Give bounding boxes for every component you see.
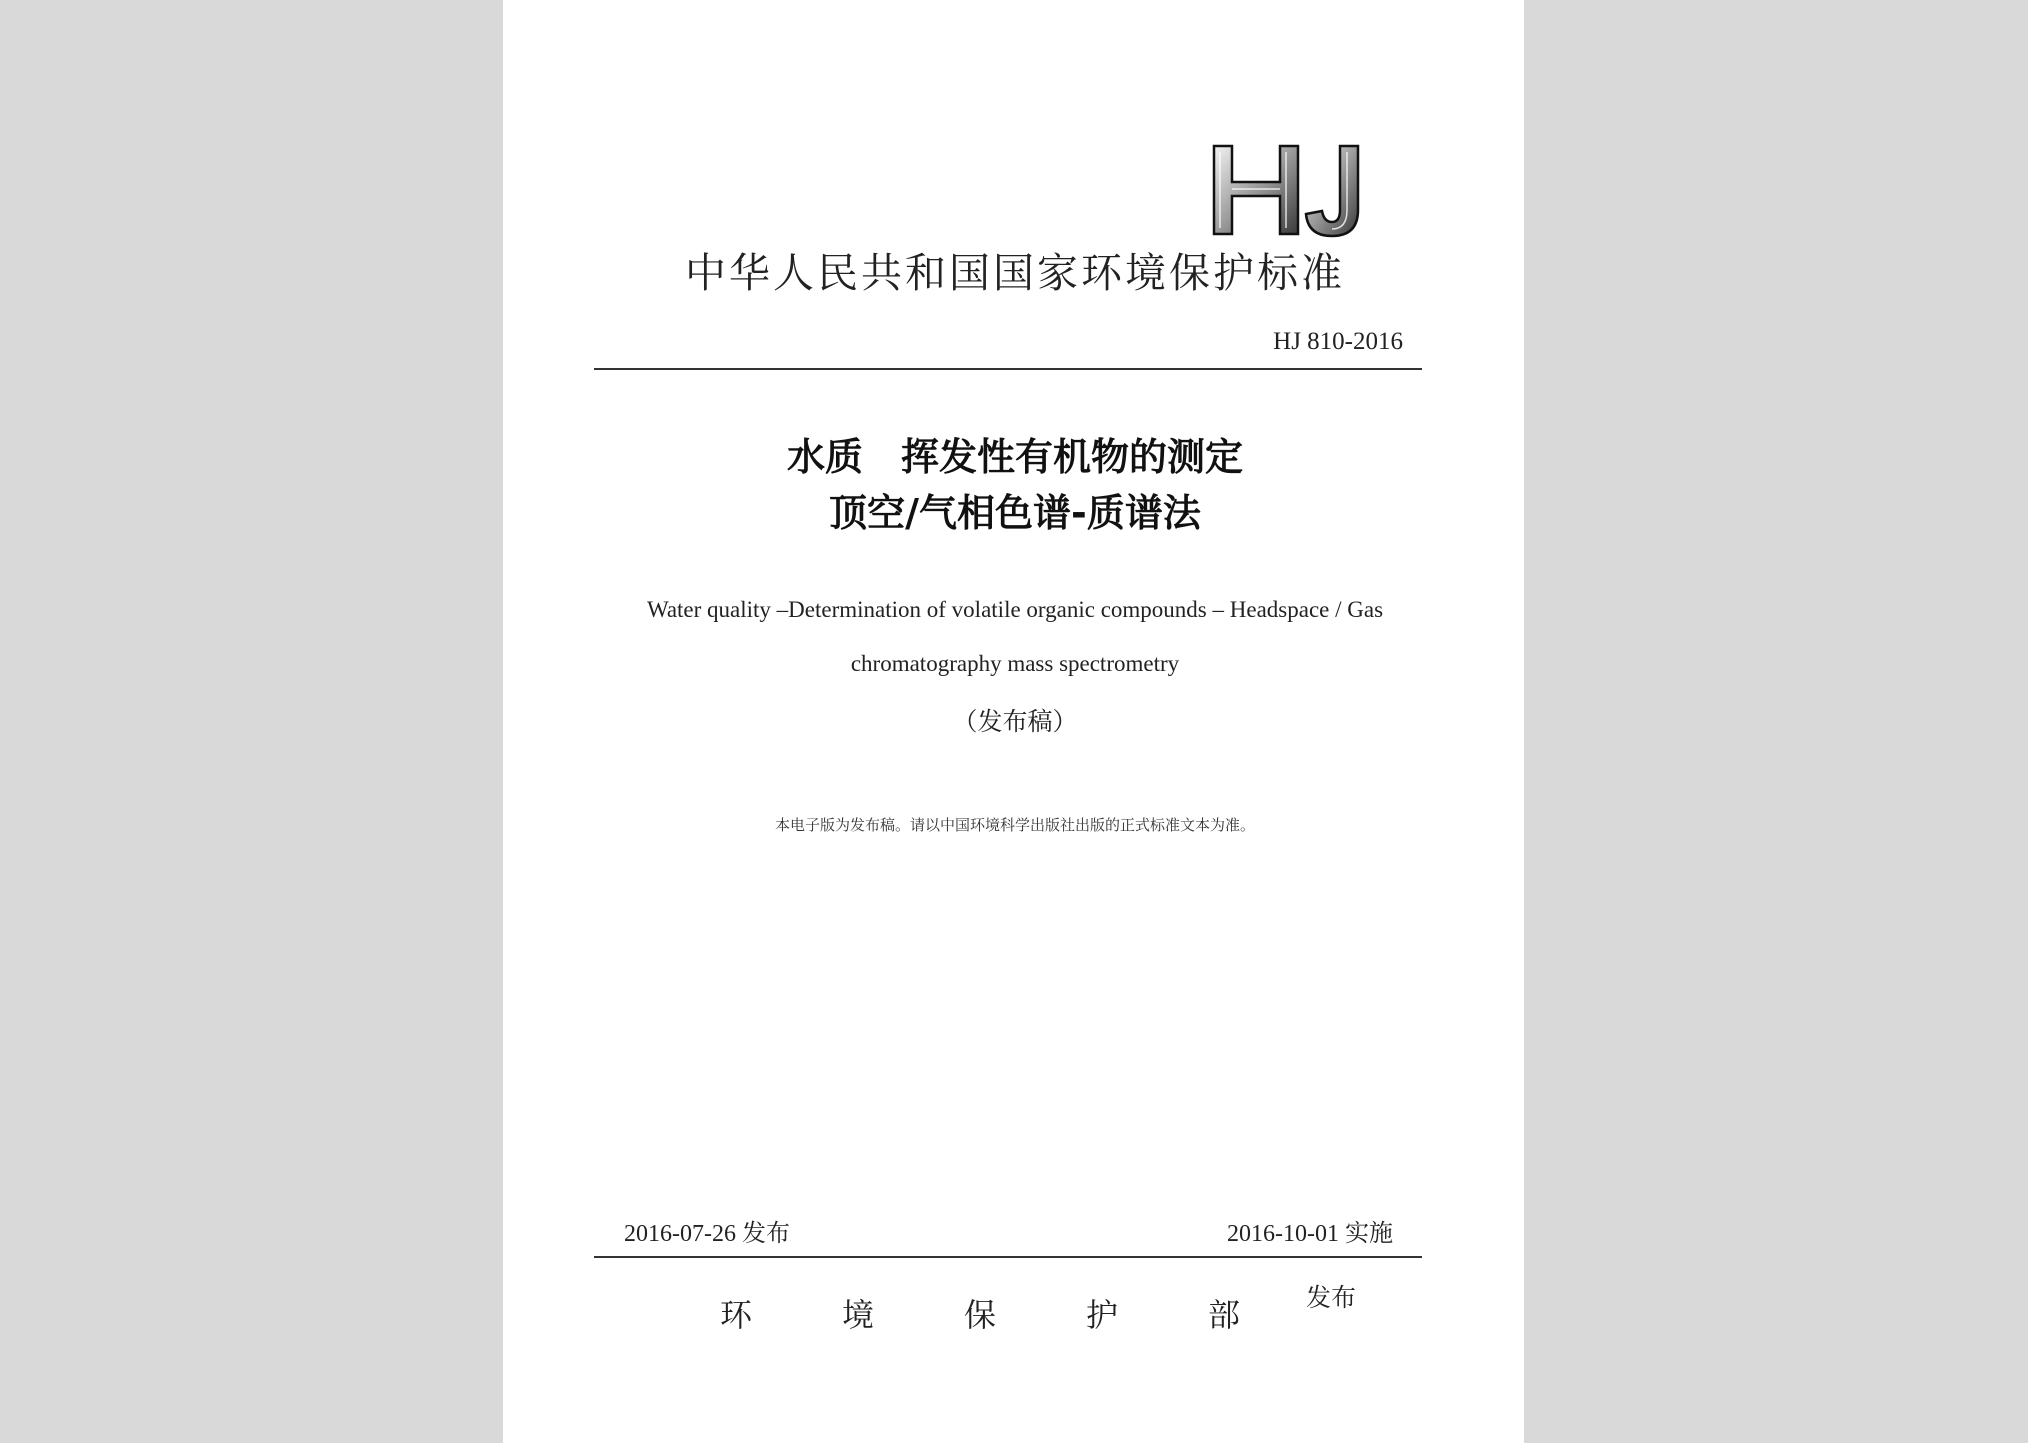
footer-divider bbox=[594, 1256, 1422, 1258]
issuer-char: 环 bbox=[720, 1296, 753, 1334]
draft-label: （发布稿） bbox=[952, 707, 1078, 736]
standard-number: HJ 810-2016 bbox=[1273, 328, 1403, 355]
title-chinese-line-1: 水质 挥发性有机物的测定 bbox=[786, 435, 1243, 479]
issued-label: 发布 bbox=[1306, 1283, 1357, 1312]
issuer-char: 境 bbox=[841, 1296, 874, 1334]
issuer-char: 部 bbox=[1207, 1296, 1240, 1334]
hj-logo bbox=[1210, 140, 1380, 240]
issue-date: 2016-07-26 发布 bbox=[624, 1221, 790, 1247]
issuing-authority-title: 中华人民共和国国家环境保护标准 bbox=[685, 249, 1345, 297]
issuer-name bbox=[720, 1290, 1240, 1336]
header-divider bbox=[594, 368, 1422, 370]
issuer-char: 护 bbox=[1085, 1296, 1118, 1334]
title-english-line-1: Water quality –Determination of volatile organic compounds – Headspace / Gas bbox=[646, 597, 1384, 622]
implementation-date: 2016-10-01 实施 bbox=[1227, 1221, 1393, 1247]
issuer-char: 保 bbox=[963, 1296, 996, 1334]
title-chinese-line-2: 顶空/气相色谱-质谱法 bbox=[829, 491, 1201, 535]
electronic-version-notice: 本电子版为发布稿。请以中国环境科学出版社出版的正式标准文本为准。 bbox=[774, 816, 1255, 834]
title-english-line-2: chromatography mass spectrometry bbox=[850, 651, 1180, 676]
